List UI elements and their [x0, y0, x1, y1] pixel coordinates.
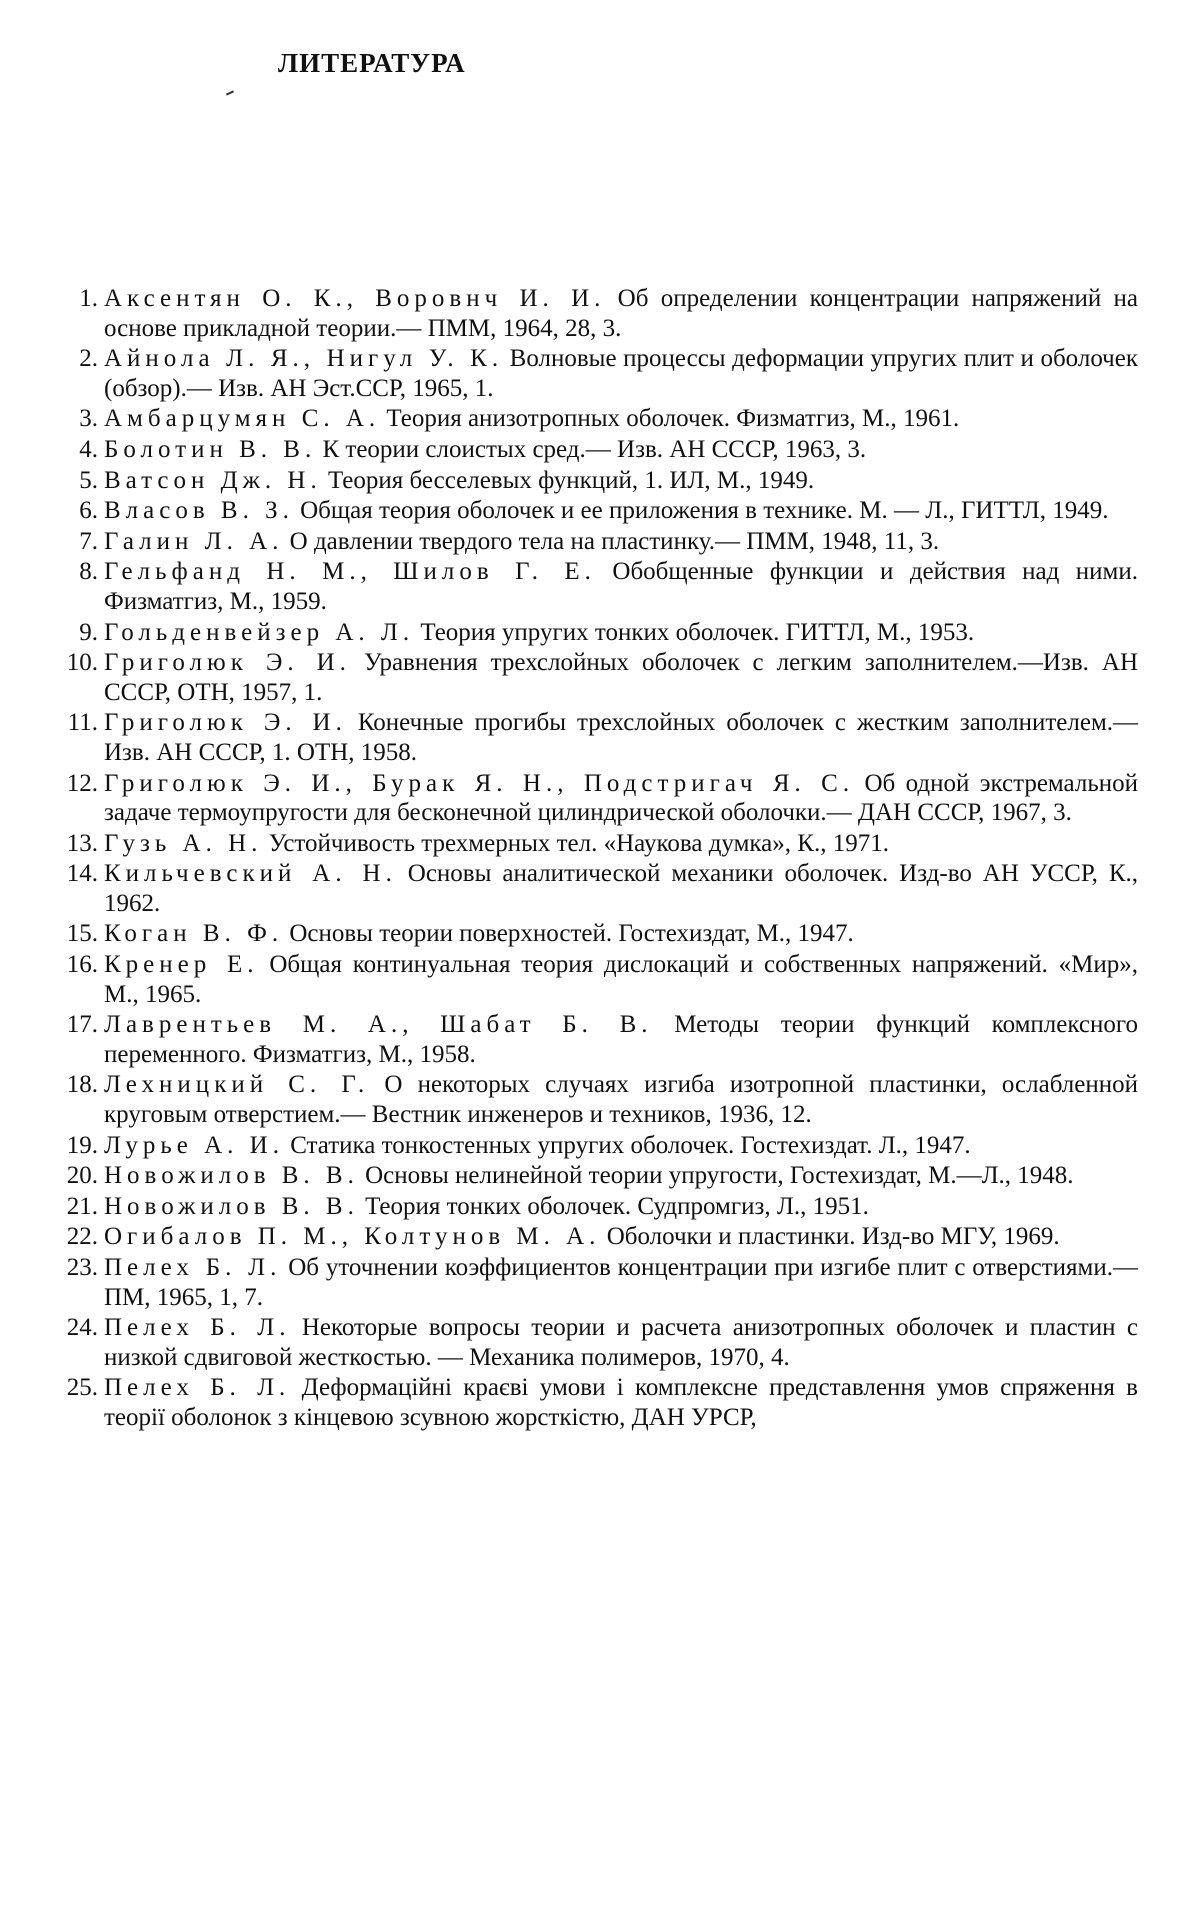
reference-text: Обобщенные функции и действия над ними. Физматгиз, М., 1959. — [104, 558, 1139, 615]
reference-item — [50, 1161, 1138, 1191]
reference-item — [50, 404, 1138, 434]
reference-authors: Аксентян О. К., Воровнч И. И. — [104, 285, 606, 312]
reference-number: 17. — [66, 1011, 98, 1039]
reference-text: Об уточнении коэффициентов концентрации при изгибе плит с отверстиями.—ПМ, 1965, 1, 7. — [104, 1254, 1138, 1311]
reference-body — [104, 1131, 1138, 1161]
reference-authors: Галин Л. А. — [104, 527, 284, 555]
reference-text: Устойчивость трехмерных тел. «Наукова думка», К., 1971. — [268, 829, 889, 857]
reference-item — [50, 648, 1138, 707]
reference-number: 14. — [66, 860, 98, 888]
reference-authors: Лурье А. И. — [104, 1131, 284, 1159]
reference-text: Теория тонких оболочек. Судпромгиз, Л., 1951. — [365, 1192, 869, 1220]
reference-text: Оболочки и пластинки. Изд-во МГУ, 1969. — [606, 1223, 1060, 1251]
reference-item — [50, 1373, 1138, 1432]
reference-item — [50, 1010, 1138, 1069]
reference-body — [104, 284, 1138, 343]
reference-body — [104, 859, 1138, 918]
reference-authors: Власов В. З. — [104, 497, 294, 525]
reference-body — [104, 496, 1138, 526]
reference-number: 23. — [66, 1254, 98, 1281]
reference-authors: Амбарцумян С. А. — [104, 405, 381, 433]
reference-text: Деформаційні краєві умови і комплексне представлення умов спряження в теорії оболонок з кінцевою зсувною жорсткістю, ДАН УРСР, — [104, 1374, 1138, 1431]
reference-body — [104, 618, 1138, 648]
reference-item — [50, 496, 1138, 526]
reference-item — [50, 1222, 1138, 1252]
reference-item — [50, 859, 1138, 918]
reference-text: Основы теории поверхностей. Гостехиздат, М., 1947. — [289, 920, 854, 948]
reference-text: Уравнения трехслойных оболочек с легким заполнителем.—Изв. АН СССР, ОТН, 1957, 1. — [104, 649, 1139, 706]
reference-number: 18. — [66, 1071, 98, 1099]
reference-body — [104, 527, 1138, 557]
reference-item — [50, 466, 1138, 496]
reference-body — [104, 769, 1138, 828]
reference-text: Основы аналитической механики оболочек. Изд-во АН УССР, К., 1962. — [104, 860, 1138, 917]
reference-authors: Лаврентьев М. А., Шабат Б. В. — [104, 1011, 653, 1039]
reference-body — [104, 1192, 1138, 1222]
reference-number: 3. — [79, 405, 98, 433]
reference-number: 24. — [66, 1314, 98, 1342]
reference-body — [104, 919, 1138, 949]
reference-text: Статика тонкостенных упругих оболочек. Гостехиздат. Л., 1947. — [290, 1131, 971, 1159]
reference-authors: Григолюк Э. И. — [104, 709, 347, 737]
reference-authors: Новожилов В. В. — [104, 1192, 359, 1220]
reference-body — [104, 1070, 1138, 1129]
reference-item — [50, 769, 1138, 828]
reference-authors: Григолюк Э. И., Бурак Я. Н., Подстригач Я. С. — [104, 769, 855, 797]
reference-number: 4. — [79, 435, 98, 463]
reference-item — [50, 284, 1138, 343]
reference-authors: Ватсон Дж. Н. — [104, 466, 322, 494]
reference-text: Теория упругих тонких оболочек. ГИТТЛ, М., 1953. — [420, 618, 975, 646]
reference-authors: Пелех Б. Л. — [104, 1254, 282, 1281]
reference-text: Общая континуальная теория дислокаций и собственных напряжений. «Мир», М., 1965. — [104, 951, 1138, 1008]
reference-number: 25. — [66, 1374, 98, 1402]
reference-item — [50, 527, 1138, 557]
reference-body — [104, 466, 1138, 496]
reference-body — [104, 1161, 1138, 1191]
reference-item — [50, 1192, 1138, 1222]
reference-number: 7. — [79, 527, 98, 555]
reference-text: О некоторых случаях изгиба изотропной пластинки, ослабленной круговым отверстием.— Вестник инженеров и техников, 1936, 12. — [104, 1071, 1138, 1129]
reference-body — [104, 1373, 1138, 1432]
reference-text: О давлении твердого тела на пластинку.— ПММ, 1948, 11, 3. — [289, 527, 940, 555]
reference-body — [104, 557, 1138, 616]
reference-text: Волновые процессы деформации упругих плит и оболочек (обзор).— Изв. АН Эст.ССР, 1965, 1. — [104, 345, 1138, 402]
reference-number: 9. — [79, 618, 98, 646]
reference-number: 12. — [66, 769, 98, 797]
reference-item — [50, 829, 1138, 859]
reference-authors: Пелех Б. Л. — [104, 1314, 291, 1342]
reference-number: 15. — [66, 920, 98, 948]
reference-authors: Гельфанд Н. М., Шилов Г. Е. — [104, 558, 596, 586]
reference-item — [50, 557, 1138, 616]
reference-authors: Лехницкий С. Г. — [104, 1071, 370, 1099]
reference-body — [104, 950, 1138, 1009]
reference-number: 16. — [66, 951, 98, 979]
reference-number: 5. — [79, 466, 98, 494]
reference-authors: Айнола Л. Я., Нигул У. К. — [104, 345, 504, 373]
reference-text: Методы теории функций комплексного переменного. Физматгиз, М., 1958. — [104, 1011, 1138, 1068]
reference-item — [50, 919, 1138, 949]
reference-number: 6. — [79, 497, 98, 525]
reference-text: Теория анизотропных оболочек. Физматгиз, М., 1961. — [386, 405, 960, 433]
reference-number: 22. — [66, 1223, 98, 1251]
reference-authors: Болотин В. В. — [104, 435, 317, 463]
reference-number: 19. — [66, 1131, 98, 1159]
reference-authors: Гольденвейзер А. Л. — [104, 618, 415, 646]
reference-number: 21. — [66, 1192, 98, 1220]
reference-number: 13. — [66, 829, 98, 857]
reference-body — [104, 1253, 1138, 1312]
reference-number: 2. — [79, 345, 98, 373]
reference-item — [50, 344, 1138, 403]
reference-authors: Кильчевский А. Н. — [104, 860, 397, 888]
reference-item — [50, 1070, 1138, 1129]
reference-authors: Огибалов П. М., Колтунов М. А. — [104, 1223, 601, 1251]
reference-number: 10. — [66, 649, 98, 677]
reference-list — [50, 284, 1138, 1434]
reference-number: 11. — [67, 709, 98, 737]
reference-number: 8. — [79, 558, 98, 586]
reference-text: Об определении концентрации напряжений на основе прикладной теории.— ПММ, 1964, 28, 3. — [104, 285, 1139, 342]
reference-body — [104, 829, 1138, 859]
reference-authors: Коган В. Ф. — [104, 920, 284, 948]
reference-authors: Гузь А. Н. — [104, 829, 263, 857]
reference-body — [104, 1010, 1138, 1069]
reference-text: Конечные прогибы трехслойных оболочек с жестким заполнителем.— Изв. АН СССР, 1. ОТН, 1958. — [104, 709, 1139, 766]
reference-item — [50, 1253, 1138, 1312]
reference-number: 1. — [79, 285, 98, 312]
reference-number: 20. — [66, 1162, 98, 1190]
reference-text: Общая теория оболочек и ее приложения в технике. М. — Л., ГИТТЛ, 1949. — [300, 497, 1109, 525]
reference-text: Теория бесселевых функций, 1. ИЛ, М., 1949. — [327, 466, 815, 494]
reference-text: К теории слоистых сред.— Изв. АН СССР, 1963, 3. — [322, 435, 867, 463]
reference-text: Основы нелинейной теории упругости, Гостехиздат, М.—Л., 1948. — [365, 1162, 1074, 1190]
reference-item — [50, 1313, 1138, 1372]
reference-item — [50, 1131, 1138, 1161]
reference-item — [50, 708, 1138, 767]
reference-authors: Григолюк Э. И. — [104, 649, 351, 677]
reference-item — [50, 618, 1138, 648]
reference-item — [50, 950, 1138, 1009]
reference-body — [104, 435, 1138, 465]
reference-text: Об одной экстремальной задаче термоупругости для бесконечной цилиндрической оболочки.— ДАН СССР, 1967, 3. — [104, 769, 1139, 827]
reference-body — [104, 708, 1138, 767]
reference-authors: Пелех Б. Л. — [104, 1374, 291, 1402]
reference-text: Некоторые вопросы теории и расчета анизотропных оболочек и пластин с низкой сдвиговой жесткостью. — Механика полимеров, 1970, 4. — [104, 1314, 1138, 1371]
reference-body — [104, 344, 1138, 403]
reference-body — [104, 648, 1138, 707]
reference-body — [104, 1222, 1138, 1252]
reference-authors: Кренер Е. — [104, 951, 259, 979]
reference-authors: Новожилов В. В. — [104, 1162, 359, 1190]
reference-body — [104, 1313, 1138, 1372]
reference-item — [50, 435, 1138, 465]
ink-speck — [226, 90, 234, 95]
page-heading: ЛИТЕРАТУРА — [278, 48, 466, 78]
reference-body — [104, 404, 1138, 434]
cut-off-line — [104, 1638, 1134, 1650]
